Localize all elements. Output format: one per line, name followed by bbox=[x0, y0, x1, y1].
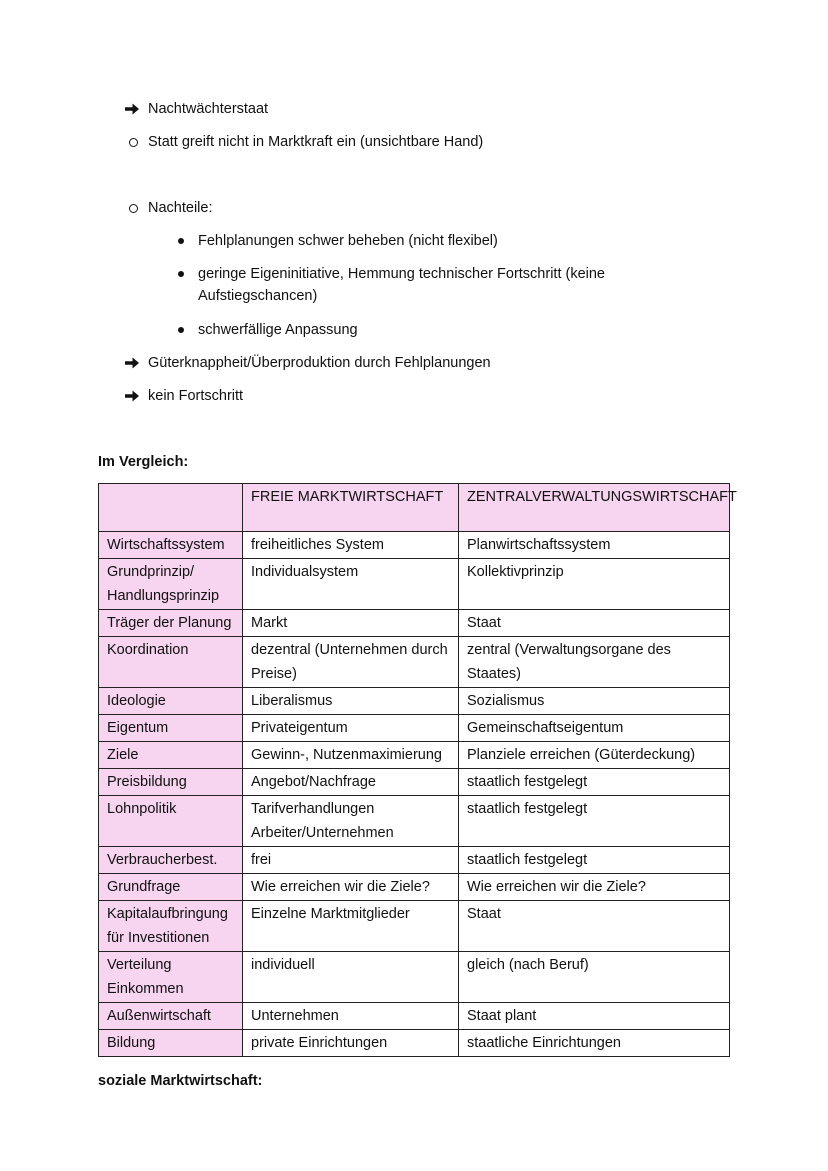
row-label-cell: Bildung bbox=[99, 1030, 243, 1057]
row-label-cell: Preisbildung bbox=[99, 769, 243, 796]
header-cell-central-economy: ZENTRALVERWALTUNGSWIRTSCHAFT bbox=[459, 484, 730, 532]
row-label-cell: Ziele bbox=[99, 742, 243, 769]
table-row bbox=[99, 1030, 730, 1057]
free-market-cell: dezentral (Unternehmen durch Preise) bbox=[243, 637, 459, 688]
central-economy-cell: Sozialismus bbox=[459, 688, 730, 715]
row-label-cell: Ideologie bbox=[99, 688, 243, 715]
row-label-cell: Koordination bbox=[99, 637, 243, 688]
table-row bbox=[99, 688, 730, 715]
table-row bbox=[99, 1003, 730, 1030]
central-economy-cell: staatlich festgelegt bbox=[459, 796, 730, 847]
comparison-heading: Im Vergleich: bbox=[98, 454, 189, 470]
row-label-cell: Grundprinzip/ Handlungsprinzip bbox=[99, 559, 243, 610]
row-label-cell: Eigentum bbox=[99, 715, 243, 742]
table-row bbox=[99, 769, 730, 796]
central-economy-cell: gleich (nach Beruf) bbox=[459, 952, 730, 1003]
table-row bbox=[99, 559, 730, 610]
circle-bullet-icon bbox=[124, 132, 142, 147]
bullet-icon bbox=[172, 320, 190, 333]
free-market-cell: Markt bbox=[243, 610, 459, 637]
row-label-cell: Verbraucherbest. bbox=[99, 847, 243, 874]
list-item-text: Statt greift nicht in Marktkraft ein (unsichtbare Hand) bbox=[148, 134, 484, 150]
table-header-row bbox=[99, 484, 730, 532]
table-row bbox=[99, 874, 730, 901]
table-row bbox=[99, 637, 730, 688]
circle-bullet-icon bbox=[124, 198, 142, 213]
central-economy-cell: Gemeinschaftseigentum bbox=[459, 715, 730, 742]
list-item-text: Nachteile: bbox=[148, 200, 213, 216]
free-market-cell: Liberalismus bbox=[243, 688, 459, 715]
table-row bbox=[99, 901, 730, 952]
list-item-text-continued: Aufstiegschancen) bbox=[198, 288, 318, 304]
central-economy-cell: Planwirtschaftssystem bbox=[459, 532, 730, 559]
table-row bbox=[99, 742, 730, 769]
row-label-cell: Außenwirtschaft bbox=[99, 1003, 243, 1030]
table-row bbox=[99, 532, 730, 559]
central-economy-cell: Kollektivprinzip bbox=[459, 559, 730, 610]
free-market-cell: private Einrichtungen bbox=[243, 1030, 459, 1057]
row-label-cell: Lohnpolitik bbox=[99, 796, 243, 847]
list-item-text: Fehlplanungen schwer beheben (nicht flexibel) bbox=[198, 233, 498, 249]
central-economy-cell: Wie erreichen wir die Ziele? bbox=[459, 874, 730, 901]
row-label-cell: Wirtschaftssystem bbox=[99, 532, 243, 559]
arrow-right-icon bbox=[124, 99, 142, 119]
free-market-cell: individuell bbox=[243, 952, 459, 1003]
arrow-right-icon bbox=[124, 386, 142, 406]
free-market-cell: Gewinn-, Nutzenmaximierung bbox=[243, 742, 459, 769]
central-economy-cell: zentral (Verwaltungsorgane des Staates) bbox=[459, 637, 730, 688]
row-label-cell: Verteilung Einkommen bbox=[99, 952, 243, 1003]
central-economy-cell: Staat bbox=[459, 610, 730, 637]
free-market-cell: Unternehmen bbox=[243, 1003, 459, 1030]
social-market-heading: soziale Marktwirtschaft: bbox=[98, 1073, 263, 1089]
list-item-text: geringe Eigeninitiative, Hemmung technischer Fortschritt (keine bbox=[198, 266, 605, 282]
list-item-text: Nachtwächterstaat bbox=[148, 101, 269, 117]
free-market-cell: Wie erreichen wir die Ziele? bbox=[243, 874, 459, 901]
comparison-table bbox=[98, 483, 737, 1057]
free-market-cell: Angebot/Nachfrage bbox=[243, 769, 459, 796]
free-market-cell: frei bbox=[243, 847, 459, 874]
free-market-cell: Einzelne Marktmitglieder bbox=[243, 901, 459, 952]
central-economy-cell: Staat plant bbox=[459, 1003, 730, 1030]
central-economy-cell: staatlich festgelegt bbox=[459, 847, 730, 874]
central-economy-cell: Planziele erreichen (Güterdeckung) bbox=[459, 742, 730, 769]
row-label-cell: Kapitalaufbringung für Investitionen bbox=[99, 901, 243, 952]
bullet-icon bbox=[172, 231, 190, 244]
central-economy-cell: Staat bbox=[459, 901, 730, 952]
table-row bbox=[99, 796, 730, 847]
free-market-cell: Tarifverhandlungen Arbeiter/Unternehmen bbox=[243, 796, 459, 847]
header-cell-free-market: FREIE MARKTWIRTSCHAFT bbox=[243, 484, 459, 532]
list-item-text: kein Fortschritt bbox=[148, 388, 244, 404]
arrow-right-icon bbox=[124, 353, 142, 373]
free-market-cell: freiheitliches System bbox=[243, 532, 459, 559]
list-item-text: schwerfällige Anpassung bbox=[198, 322, 358, 338]
free-market-cell: Individualsystem bbox=[243, 559, 459, 610]
list-item-text: Güterknappheit/Überproduktion durch Fehlplanungen bbox=[148, 355, 491, 371]
header-cell-empty bbox=[99, 484, 243, 532]
table-row bbox=[99, 610, 730, 637]
central-economy-cell: staatlich festgelegt bbox=[459, 769, 730, 796]
table-row bbox=[99, 847, 730, 874]
free-market-cell: Privateigentum bbox=[243, 715, 459, 742]
table-row bbox=[99, 715, 730, 742]
row-label-cell: Grundfrage bbox=[99, 874, 243, 901]
table-row bbox=[99, 952, 730, 1003]
row-label-cell: Träger der Planung bbox=[99, 610, 243, 637]
central-economy-cell: staatliche Einrichtungen bbox=[459, 1030, 730, 1057]
bullet-icon bbox=[172, 264, 190, 277]
